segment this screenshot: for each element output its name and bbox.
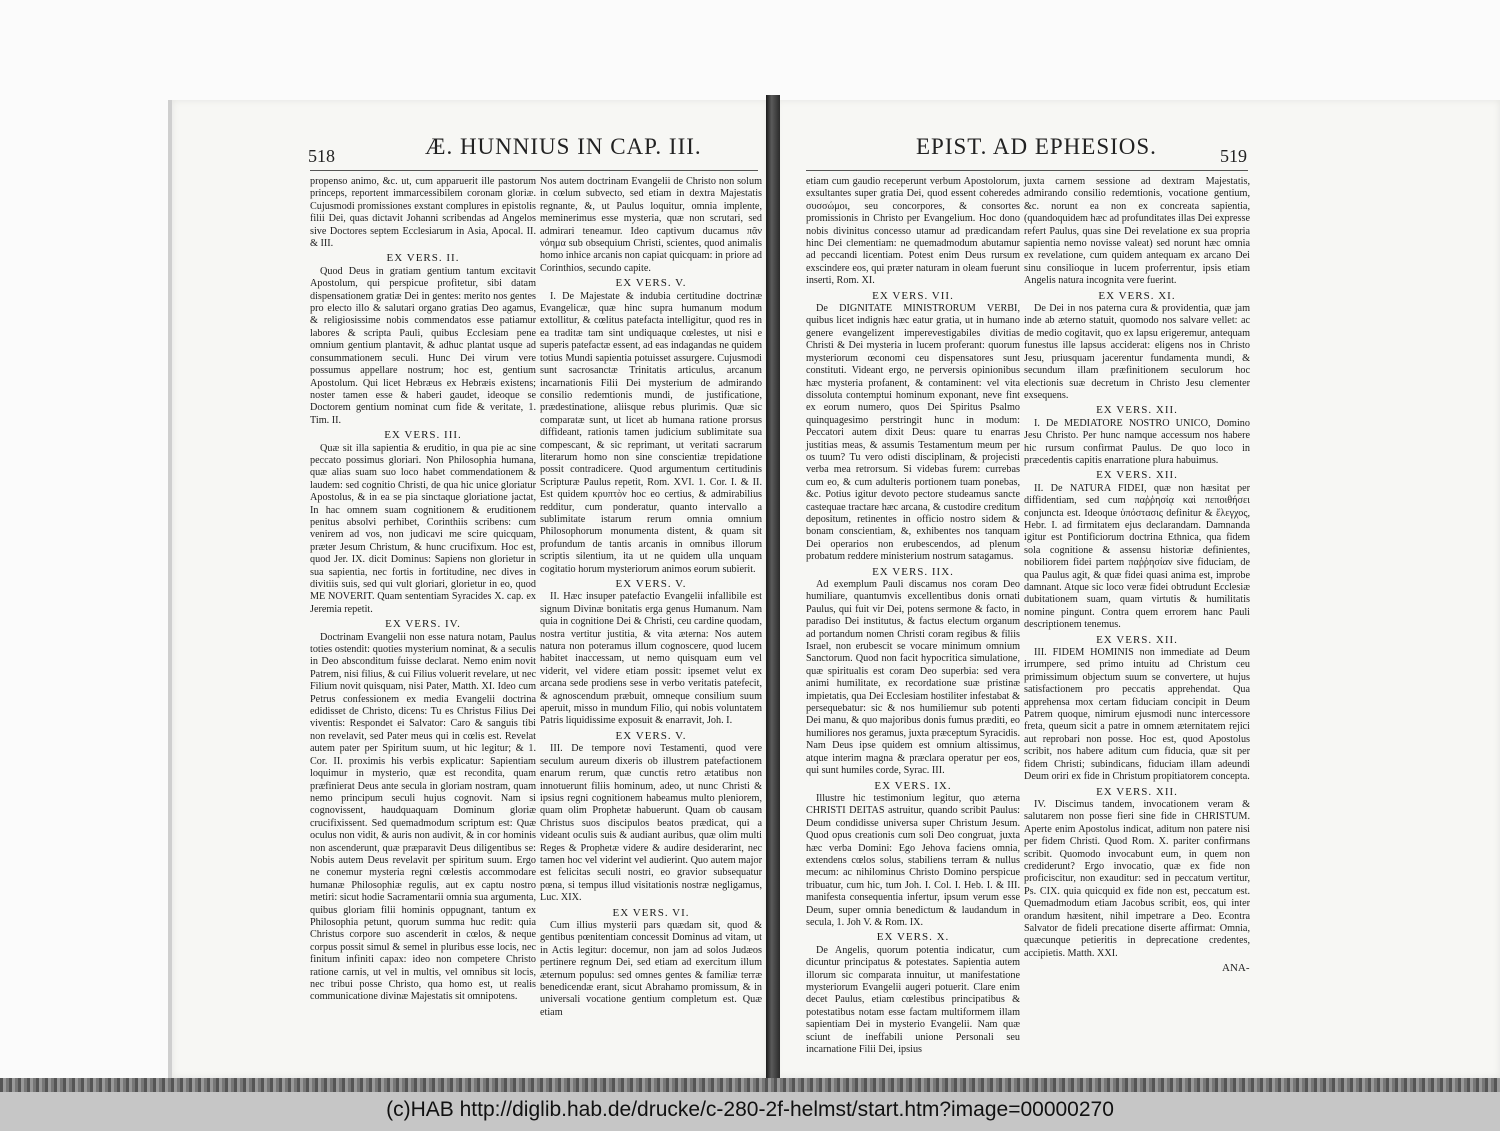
section-heading: EX VERS. VII. [872, 289, 954, 302]
section-heading: EX VERS. V. [615, 729, 687, 742]
continued-paragraph: etiam cum gaudio receperunt verbum Apostolorum, exsultantes super gratia Dei, quod essent coheredes συσσώμοι, seu concorpores, & consortes promissionis in Christo per Evangelium. Hoc dono nobis divinitus concesso utamur ad prædicandam hinc Dei clementiam: ne quemadmodum abutamur ad peccandi licentiam. Potest enim Deus rursum exscindere eos, qui præter naturam in oleam fuerunt inserti, Rom. XI. [806, 176, 1020, 287]
section-heading: EX VERS. VI. [612, 906, 690, 919]
section-heading: EX VERS. IX. [874, 779, 952, 792]
copyright-url: (c)HAB http://diglib.hab.de/drucke/c-280-2f-helmst/start.htm?image=00000270 [386, 1098, 1114, 1121]
paragraph: Doctrinam Evangelii non esse natura notam, Paulus toties ostendit: quoties mysterium nominat, & a seculis in Deo absconditum fuisse declarat. Nemo enim novit Patrem, nisi filius, & cui Filius voluerit revelare, ut nec Filium novit quisquam, nisi Pater, Matth. XI. Ideo cum Petrus confessionem ex media Evangelii doctrina edidisset de Christo, dicens: Tu es Christus Filius Dei viventis: Respondet ei Salvator: Caro & sanguis tibi non revelavit, sed Pater meus qui in cœlis est. Revelat autem pater per Spiritum suum, ut hic legitur; & 1. Cor. II. proximis his verbis explicatur: Sapientiam loquimur in mysterio, quæ est recondita, quam præfinierat Deus ante secula in gloriam nostram, quam nemo principum seculi hujus cognovit. Nam si cognovissent, haudquaquam Dominum gloriæ crucifixissent. Sed quemadmodum scriptum est: Quæ oculus non vidit, & auris non audivit, & in cor hominis non ascenderunt, quæ præparavit Deus diligentibus se: Nobis autem Deus revelavit per spiritum suum. Ergo ne conemur mysteria regni cœlestis accommodare humanæ Philosophiæ regulis, aut ex captu nostro metiri: sicut hodie Sacramentarii omnia sua argumenta, quibus gloriam filii hominis oppugnant, tantum ex Philosophia petunt, quorum summa huc redit: quia Christus corpore suo ascenderit in cœlos, & neque corpus possit simul & semel in pluribus esse locis, nec finitum infiniti capax: ideo non competere Christo ratione carnis, ut vel in multis, vel omnibus sit locis, nec tribui posse Christo, qua homo est, ut realis communicatione divinæ Majestatis sit omnipotens. [310, 631, 536, 1003]
section-heading: EX VERS. XII. [1096, 633, 1178, 646]
right-running-head: EPIST. AD EPHESIOS. [916, 134, 1157, 159]
paragraph: II. De NATURA FIDEI, quæ non hæsitat per diffidentiam, sed cum παῤῥησίᾳ καὶ πεποιθήσει conjuncta est. Ideoque ὑπόστασις definitur & ἔλεγχος, Hebr. I. ad firmitatem ejus declarandam. Damnanda igitur est Pontificiorum doctrina Ethnica, qua fidem sola cognitione & assensu historiæ definientes, nobiliorem fidei partem παῤῥησίαν sive fiduciam, de qua Paulus agit, & quæ fidei quasi anima est, improbe damnant. Atque sic loco veræ fidei obtrudunt Ecclesiæ dubitationem suam, quam virtutis & humilitatis nomine pingunt. Contra quem errorem hanc Pauli descriptionem tenemus. [1024, 482, 1250, 631]
section-heading: EX VERS. III. [384, 429, 462, 442]
left-page-number: 518 [308, 146, 335, 166]
section-heading: EX VERS. XII. [1096, 785, 1178, 798]
left-head-rule [310, 170, 758, 171]
right-head-rule [806, 170, 1248, 171]
section-heading: EX VERS. II. [386, 252, 460, 265]
paragraph: I. De Majestate & indubia certitudine doctrinæ Evangelicæ, quæ hinc supra humanum modum extollitur, & cœlitus patefacta intelligitur, quod res in ea traditæ tam sint undiquaque cœlestes, ut nisi e superis patefactæ essent, ad eas indagandas ne quidem totius Mundi sapientia potuisset assurgere. Cujusmodi sunt sacrosanctæ Trinitatis articulus, arcanum incarnationis Filii Dei mysterium de admirando consilio redemtionis mundi, de justificatione, prædestinatione, aliisque rebus plurimis. Quæ sic comparatæ sunt, ut licet ab humana ratione prorsus diffideant, rationis tamen judicium sublimitate sua compescant, & sic reprimant, ut veritati sacrarum literarum homo non sine conscientiæ trepidatione possit contradicere. Quod argumentum certitudinis Scripturæ Paulus repetit, Rom. XVI. 1. Cor. I. & II. Est quidem κρυπτὸν hoc eo certius, & admirabilius redditur, cum ponderatur, quanto intervallo a sublimitate istarum rerum omnia omnium Philosophorum monumenta distent, & quam sit profundum de tantis arcanis in omnibus illorum scriptis silentium, ita ut ne quidem ulla unquam cogitatio horum mysteriorum animos eorum subierit. [540, 290, 762, 575]
right-page-column-1 [806, 176, 1020, 1056]
paragraph: Quæ sit illa sapientia & eruditio, in qua pie ac sine peccato possimus gloriari. Non Philosophia humana, quæ alias suam suo loco habet commendationem & laudem: sed cognitio Christi, de qua hic unice gloriatur Apostolus, & in ea se pia sinctaque gloriatione jactat, In hac omnem suam cognitionem & eruditionem penitus absolvi perhibet, Corinthiis scribens: cum venirem ad vos, non judicavi me scire quicquam, præter Jesum Christum, & hunc crucifixum. Hoc est, quod Jer. IX. dicit Dominus: Sapiens non glorietur in sua sapientia, nec fortis in fortitudine, nec dives in divitiis suis, sed qui vult gloriari, glorietur in eo, quod ME NOVERIT. Quam sententiam Syracides X. cap. ex Jeremia repetit. [310, 442, 536, 615]
paragraph: Cum illius mysterii pars quædam sit, quod & gentibus pœnitentiam concessit Dominus ad vitam, ut in Actis legitur: docemur, non jam ad solos Judæos pertinere regnum Dei, sed etiam ad exercitum illum æternum populus: sed omnes gentes & familiæ terræ benedicendæ erant, sicut Abrahamo promissum, & in universali vocatione gentium completum est. Quæ etiam [540, 919, 762, 1018]
right-page-number: 519 [1220, 146, 1247, 166]
left-page-column-2 [540, 176, 762, 1018]
section-heading: EX VERS. IV. [385, 618, 461, 631]
page-stack-edge [0, 1078, 1500, 1092]
continued-paragraph: propenso animo, &c. ut, cum apparuerit ille pastorum princeps, reportent immarcessibilem coronam gloriæ. Cujusmodi promissiones exstant complures in epistolis filii Dei, quas dictavit Johanni scribendas ad Angelos sive Doctores septem Ecclesiarum in Asia, Apocal. II. & III. [310, 176, 536, 250]
section-heading: EX VERS. XII. [1096, 404, 1178, 417]
section-heading: EX VERS. IIX. [872, 565, 954, 578]
continued-paragraph: juxta carnem sessione ad dextram Majestatis, admirando consilio redemtionis, vocatione gentium, &c. norunt ea non ex concreata sapientia, (quandoquidem hæc ad profunditates illas Dei expresse refert Paulus, quas sine Dei revelatione ex sua propria sapientia nemo novisse valeat) sed norunt hæc omnia ex revelatione, cum quidem antequam ex arcano Dei sinu consilioque in lucem proferrentur, ipsis etiam Angelis natura incognita vere fuerint. [1024, 176, 1250, 287]
paragraph: IV. Discimus tandem, invocationem veram & salutarem non posse fieri sine fide in CHRISTUM. Aperte enim Apostolus indicat, aditum non patere nisi per fidem Christi. Quod Rom. X. pariter confirmans scribit. Quomodo invocabunt eum, in quem non crediderunt? Ergo invocatio, quæ ex fide non proficiscitur, non exauditur: sed in peccatum vertitur, Ps. CIX. quia quicquid ex fide non est, peccatum est. Quemadmodum etiam Jacobus scribit, eos, qui inter orandum hæsitent, nihil impetrare a Deo. Econtra Salvator de fideli precatione diserte affirmat: Omnia, quæcunque petieritis in deprecatione credentes, accipietis. Matth. XXI. [1024, 798, 1250, 959]
right-page-column-2 [1024, 176, 1250, 966]
paragraph: Quod Deus in gratiam gentium tantum excitavit Apostolum, qui perspicue profitetur, sibi datam dispensationem gratiæ Dei in gentes: merito nos gentes pro electo illo & salutari organo gratias Deo agamus, & religiosissime nobis commendatos esse patiamur labores & scripta Pauli, quibus Ecclesiam pene omnium gentium plantavit, & adhuc plantat usque ad consummationem seculi. Hunc Dei virum vere possumus appellare nostrum; hoc est, gentium Apostolum. Qui licet Hebræus ex Hebræis existens; noster tamen esse & haberi gaudet, ideoque se Doctorem gentium nominat cum fide & veritate, 1. Tim. II. [310, 265, 536, 426]
section-heading: EX VERS. XII. [1096, 469, 1178, 482]
book-gutter [766, 95, 780, 1090]
section-heading: EX VERS. V. [615, 578, 687, 590]
left-page-column-1 [310, 176, 536, 1003]
paragraph: Illustre hic testimonium legitur, quo æterna CHRISTI DEITAS astruitur, quando scribit Paulus: Deum condidisse universa super Christum Jesum. Quod opus creationis cum soli Deo congruat, juxta hæc verba Domini: Ego Jehova faciens omnia, extendens cœlos solus, stabiliens terram & nullus mecum: ac nihilominus Christo Domino perspicue tribuatur, cum hic, tum Joh. I. Col. I. Heb. I. & III. manifesta consequentia infertur, ipsum verum esse Deum, super omnia benedictum & laudandum in secula, 1. Joh V. & Rom. IX. [806, 792, 1020, 928]
section-heading: EX VERS. XI. [1098, 289, 1176, 302]
section-heading: EX VERS. X. [876, 931, 950, 944]
continued-paragraph: Nos autem doctrinam Evangelii de Christo non solum in cœlum subvecto, sed etiam in dextra Majestatis regnante, &, ut Paulus loquitur, omnia implente, meminerimus esse mysteria, quæ non scrutari, sed admirari teneamur. Ideo captivum ducamus πᾶν νόημα sub obsequium Christi, scientes, quod animalis homo inhice arcanis non capiat quicquam: in priore ad Corinthios, secundo capite. [540, 176, 762, 274]
left-running-head: Æ. HUNNIUS IN CAP. III. [425, 134, 702, 159]
paragraph: III. De tempore novi Testamenti, quod vere seculum aureum dixeris ob illustrem patefactionem enarum rerum, quæ cunctis retro ætatibus non innotuerunt filiis hominum, adeo, ut nunc Christi & ipsius regni cognitionem habeamus multo pleniorem, quam olim Prophetæ habuerunt. Quam ob causam Christus suos discipulos beatos prædicat, qui a videant oculis suis & audiant auribus, quæ olim multi Reges & Prophetæ videre & audire desiderarint, nec tamen hoc vel viderint vel audierint. Quo autem major est felicitas seculi nostri, eo gravior subsequatur pœna, si tempus illud visitationis nostræ negligamus, Luc. XIX. [540, 743, 762, 904]
paragraph: De Dei in nos paterna cura & providentia, quæ jam inde ab æterno statuit, quomodo nos salvare vellet: ac de medio cogitavit, quo ex lapsu erigeremur, antequam funestus ille lapsus acciderat: eligens nos in Christo Jesu, priusquam jacerentur fundamenta mundi, & secundum illam præfinitionem seculorum hoc electionis suæ decretum in Christo Jesu clementer exsequens. [1024, 303, 1250, 401]
paragraph: II. Hæc insuper patefactio Evangelii infallibile est signum Divinæ bonitatis erga genus Humanum. Nam quia in cognitione Dei & Christi, ceu cardine quodam, nostra vertitur justitia, & vita æterna: Nos autem natura non poteramus illum cognoscere, quod lucem habitet inaccessam, ut nemo quisquam eum vel viderit, vel videre etiam possit: ipsemet velut ex arcana sede prodiens sese in verbo veritatis patefecit, & agnoscendum præbuit, omneque consilium suum aperuit, misso in mundum Filio, qui nobis voluntatem Patris liquidissime exposuit & enarravit, Joh. I. [540, 591, 762, 727]
paragraph: III. FIDEM HOMINIS non immediate ad Deum irrumpere, sed primo intuitu ad Christum ceu primissimum objectum suum se convertere, ut hujus satisfactionem pro peccatis apprehendat. Qua apprehensa mox certam fiduciam concipit in Deum Patrem quoque, nimirum ejusmodi nunc intercessore freta, queum sicit a patre in omnem æternitatem rejici aut reprobari non posse. Hoc est, quod Apostolus scribit, nos habere aditum cum fiducia, quæ sit per fidem Christi; subindicans, fiduciam illam adeundi Deum oriri ex fide in Christum propitiatorem concepta. [1024, 647, 1250, 783]
section-heading: EX VERS. V. [615, 277, 687, 290]
paragraph: Ad exemplum Pauli discamus nos coram Deo humiliare, quantumvis excellentibus donis ornati Paulus, qui fuit vir Dei, potens sermone & facto, in paradiso Dei institutus, & factus electum organum ad portandum nomen Christi coram regibus & filiis Israel, non erubescit se vocare minimum omnium Sanctorum. Quod non facit hypocritica simulatione, quæ spiritualis est coram Deo superbia: sed vera animi humilitate, ex recordatione suæ pristinæ impietatis, qua Dei Ecclesiam hostiliter infestabat & persequebatur: sic & nos humiliemur sub potenti Dei manu, & quo majoribus donis fumus præditi, eo humiliores nos geramus, juxta præceptum Syracidis. Nam Deus ipse quidem est omnium altissimus, atque interim magna & præclara operatur per eos, qui sunt humiles corde, Syrac. III. [806, 579, 1020, 777]
paragraph: De Angelis, quorum potentia indicatur, cum dicuntur principatus & potestates. Sapientia autem illorum sic comparata innuitur, ut manifestatione mysteriorum Evangelii augeri potuerit. Clare enim decet Paulus, etiam cœlestibus principatibus & potestatibus notam esse factam multiformem illam sapientiam Dei in mysterio Evangelii. Nam quæ sciunt de ineffabili unione Personali seu incarnatione Filii Dei, ipsius [806, 944, 1020, 1056]
paragraph: De DIGNITATE MINISTRORUM VERBI, quibus licet indignis hæc eatur gratia, ut in humano genere evangelizent imperevestigabiles divitias Christi & Dei mysteria in lucem proferant: quorum mysteriorum œconomi ceu dispensatores sunt constituti. Videant ergo, ne perversis opinionibus hæc mysteria profanent, & contaminent: vel vita dissoluta contemptui hominum exponant, neve fint ex eorum numero, quos Dei Spiritus Psalmo quinquagesimo perstringit hunc in modum: Peccatori autem dixit Deus: quare tu enarras justitias meas, & assumis Testamentum meum per os tuum? Tu vero odisti disciplinam, & projecisti verba mea retrorsum. Si videbas furem: currebas cum eo, & cum adulteris portionem tuam ponebas, &c. Potius igitur devoto pectore studeamus sancte castequae tractare hæc arcana, & custodire creditum depositum, retinentes in officio nostro sidem & bonam conscientiam, &, exhibentes nos tanquam Dei operarios non erubescendos, ad plenum probatum reddere ministerium nostrum satagamus. [806, 303, 1020, 563]
paragraph: I. De MEDIATORE NOSTRO UNICO, Domino Jesu Christo. Per hunc namque accessum nos habere hic rursum confirmat Paulus. De quo loco in præcedentis capitis enarratione plura habuimus. [1024, 417, 1250, 466]
catchword: ANA- [1222, 962, 1250, 974]
